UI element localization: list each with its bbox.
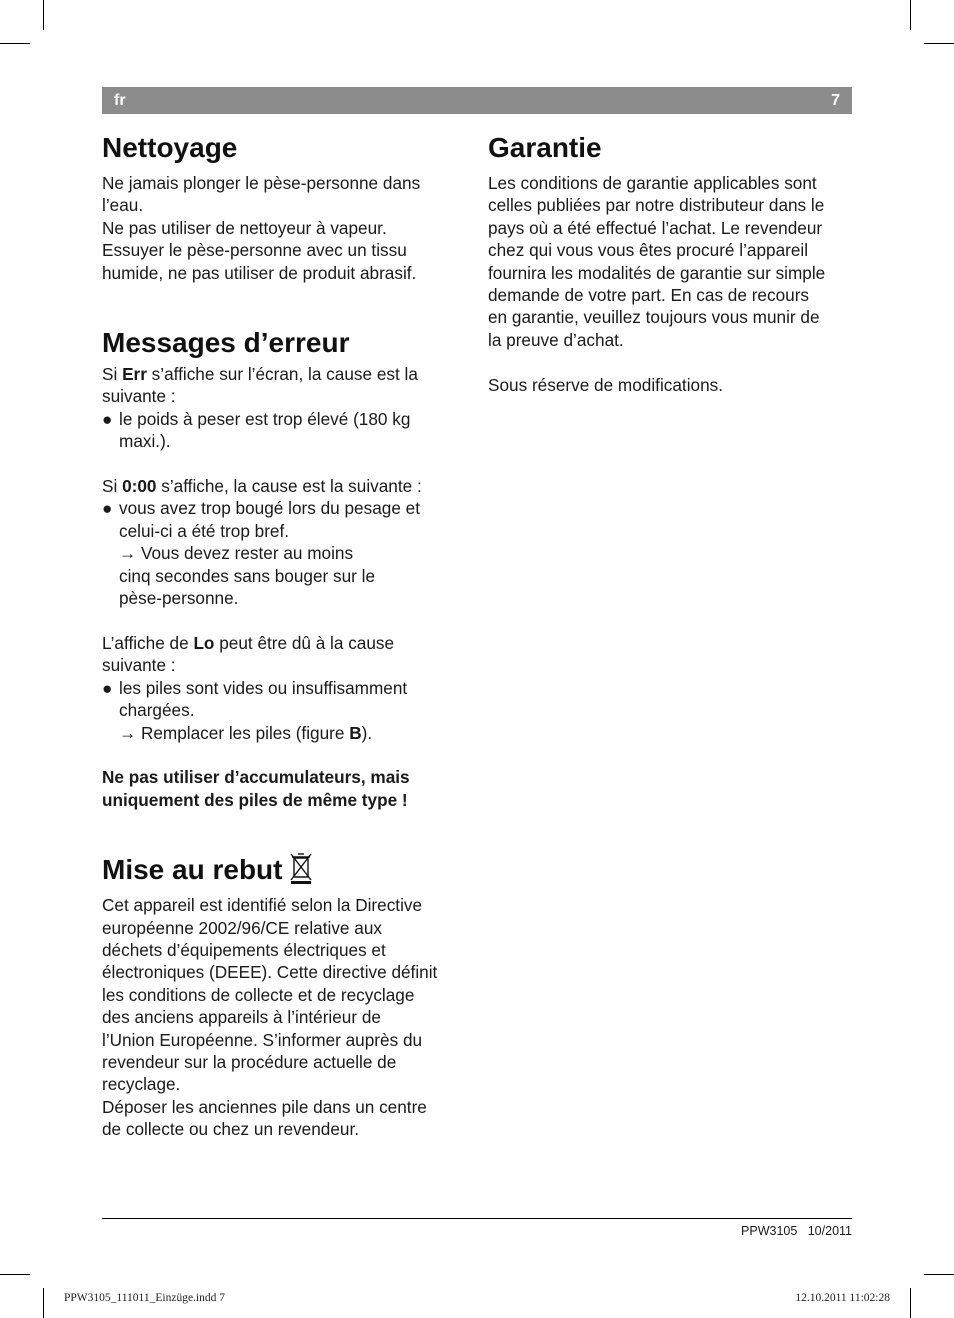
crop-mark (924, 43, 954, 44)
bullet-dot: ● (102, 498, 113, 519)
text-line: des anciens appareils à l’intérieur de (102, 1007, 381, 1028)
slug-timestamp: 12.10.2011 11:02:28 (795, 1292, 890, 1304)
crop-mark (0, 43, 30, 44)
text-line: Essuyer le pèse-personne avec un tissu (102, 240, 407, 261)
text-line: déchets d’équipements électriques et (102, 939, 386, 960)
text-line: Si 0:00 s’affiche, la cause est la suivante : (102, 476, 422, 497)
text-line: chez qui vous vous êtes procuré l’appareil (488, 240, 809, 261)
crop-mark (43, 1288, 44, 1318)
list-item: ● les piles sont vides ou insuffisamment chargées. → Remplacer les piles (figure B). (102, 677, 408, 743)
text-line: les conditions de collecte et de recyclage (102, 984, 415, 1005)
text-line: en garantie, veuillez toujours vous munir de (488, 307, 820, 328)
text-line: la preuve d’achat. (488, 329, 624, 350)
text-line: Ne pas utiliser de nettoyeur à vapeur. (102, 217, 387, 238)
left-column (102, 130, 468, 1141)
text-line: l’Union Européenne. S’informer auprès du (102, 1029, 423, 1050)
page-number: 7 (831, 92, 840, 109)
warning-text: uniquement des piles de même type ! (102, 789, 408, 810)
crop-mark (910, 1288, 911, 1318)
edition-date: 10/2011 (807, 1224, 852, 1238)
text-line: suivante : (102, 655, 176, 676)
text-line: l’eau. (102, 195, 144, 216)
error-code-lo: Lo (193, 632, 215, 653)
text-line: humide, ne pas utiliser de produit abrasif. (102, 262, 417, 283)
crop-mark (924, 1274, 954, 1275)
text-line: Ne jamais plonger le pèse-personne dans (102, 173, 421, 193)
section-title-rebut: Mise au rebut (102, 851, 468, 894)
warning-text: Ne pas utiliser d’accumulateurs, mais (102, 767, 410, 788)
text-line: recyclage. (102, 1074, 181, 1095)
text-line: Si Err s’affiche sur l’écran, la cause est la (102, 364, 418, 385)
crop-mark (43, 0, 44, 30)
list-item: ● vous avez trop bougé lors du pesage et celui-ci a été trop bref. → Vous devez rester au moins cinq secondes sans bouger sur le pèse-personne. (102, 498, 420, 609)
text-line: électroniques (DEEE). Cette directive définit (102, 962, 438, 983)
text-line: revendeur sur la procédure actuelle de (102, 1051, 397, 1072)
crossed-bin-icon (288, 851, 314, 894)
text-line: L’affiche de Lo peut être dû à la cause (102, 632, 395, 653)
right-column (488, 130, 852, 396)
text-line: européenne 2002/96/CE relative aux (102, 917, 382, 938)
text-line: de collecte ou chez un revendeur. (102, 1119, 360, 1140)
section-title-messages: Messages d’erreur (102, 327, 350, 359)
bullet-dot: ● (102, 677, 113, 698)
text-line: Les conditions de garantie applicables sont (488, 173, 817, 193)
text-line: celles publiées par notre distributeur dans le (488, 195, 825, 216)
section-title-garantie: Garantie (488, 132, 602, 163)
text-line: Sous réserve de modifications. (488, 374, 724, 395)
crop-mark (910, 0, 911, 30)
crop-mark (0, 1274, 30, 1275)
footer-rule (102, 1218, 852, 1219)
text-line: demande de votre part. En cas de recours (488, 285, 810, 306)
language-code: fr (114, 92, 126, 109)
slug-filename: PPW3105_111011_Einzüge.indd 7 (64, 1292, 225, 1304)
text-line: Cet appareil est identifié selon la Directive (102, 895, 423, 916)
footer-model-date (741, 1224, 852, 1238)
error-code-zero: 0:00 (122, 476, 157, 497)
text-line: fournira les modalités de garantie sur simple (488, 262, 826, 283)
page-header-bar (102, 87, 852, 114)
list-item: ● le poids à peser est trop élevé (180 kg maxi.). (102, 408, 411, 452)
text-line: suivante : (102, 386, 176, 407)
error-code-err: Err (122, 364, 147, 385)
text-line: Déposer les anciennes pile dans un centre (102, 1096, 427, 1117)
text-line: pays où a été effectué l’achat. Le revendeur (488, 217, 823, 238)
model-number: PPW3105 (741, 1224, 798, 1238)
section-title-nettoyage: Nettoyage (102, 132, 238, 163)
bullet-dot: ● (102, 408, 113, 429)
